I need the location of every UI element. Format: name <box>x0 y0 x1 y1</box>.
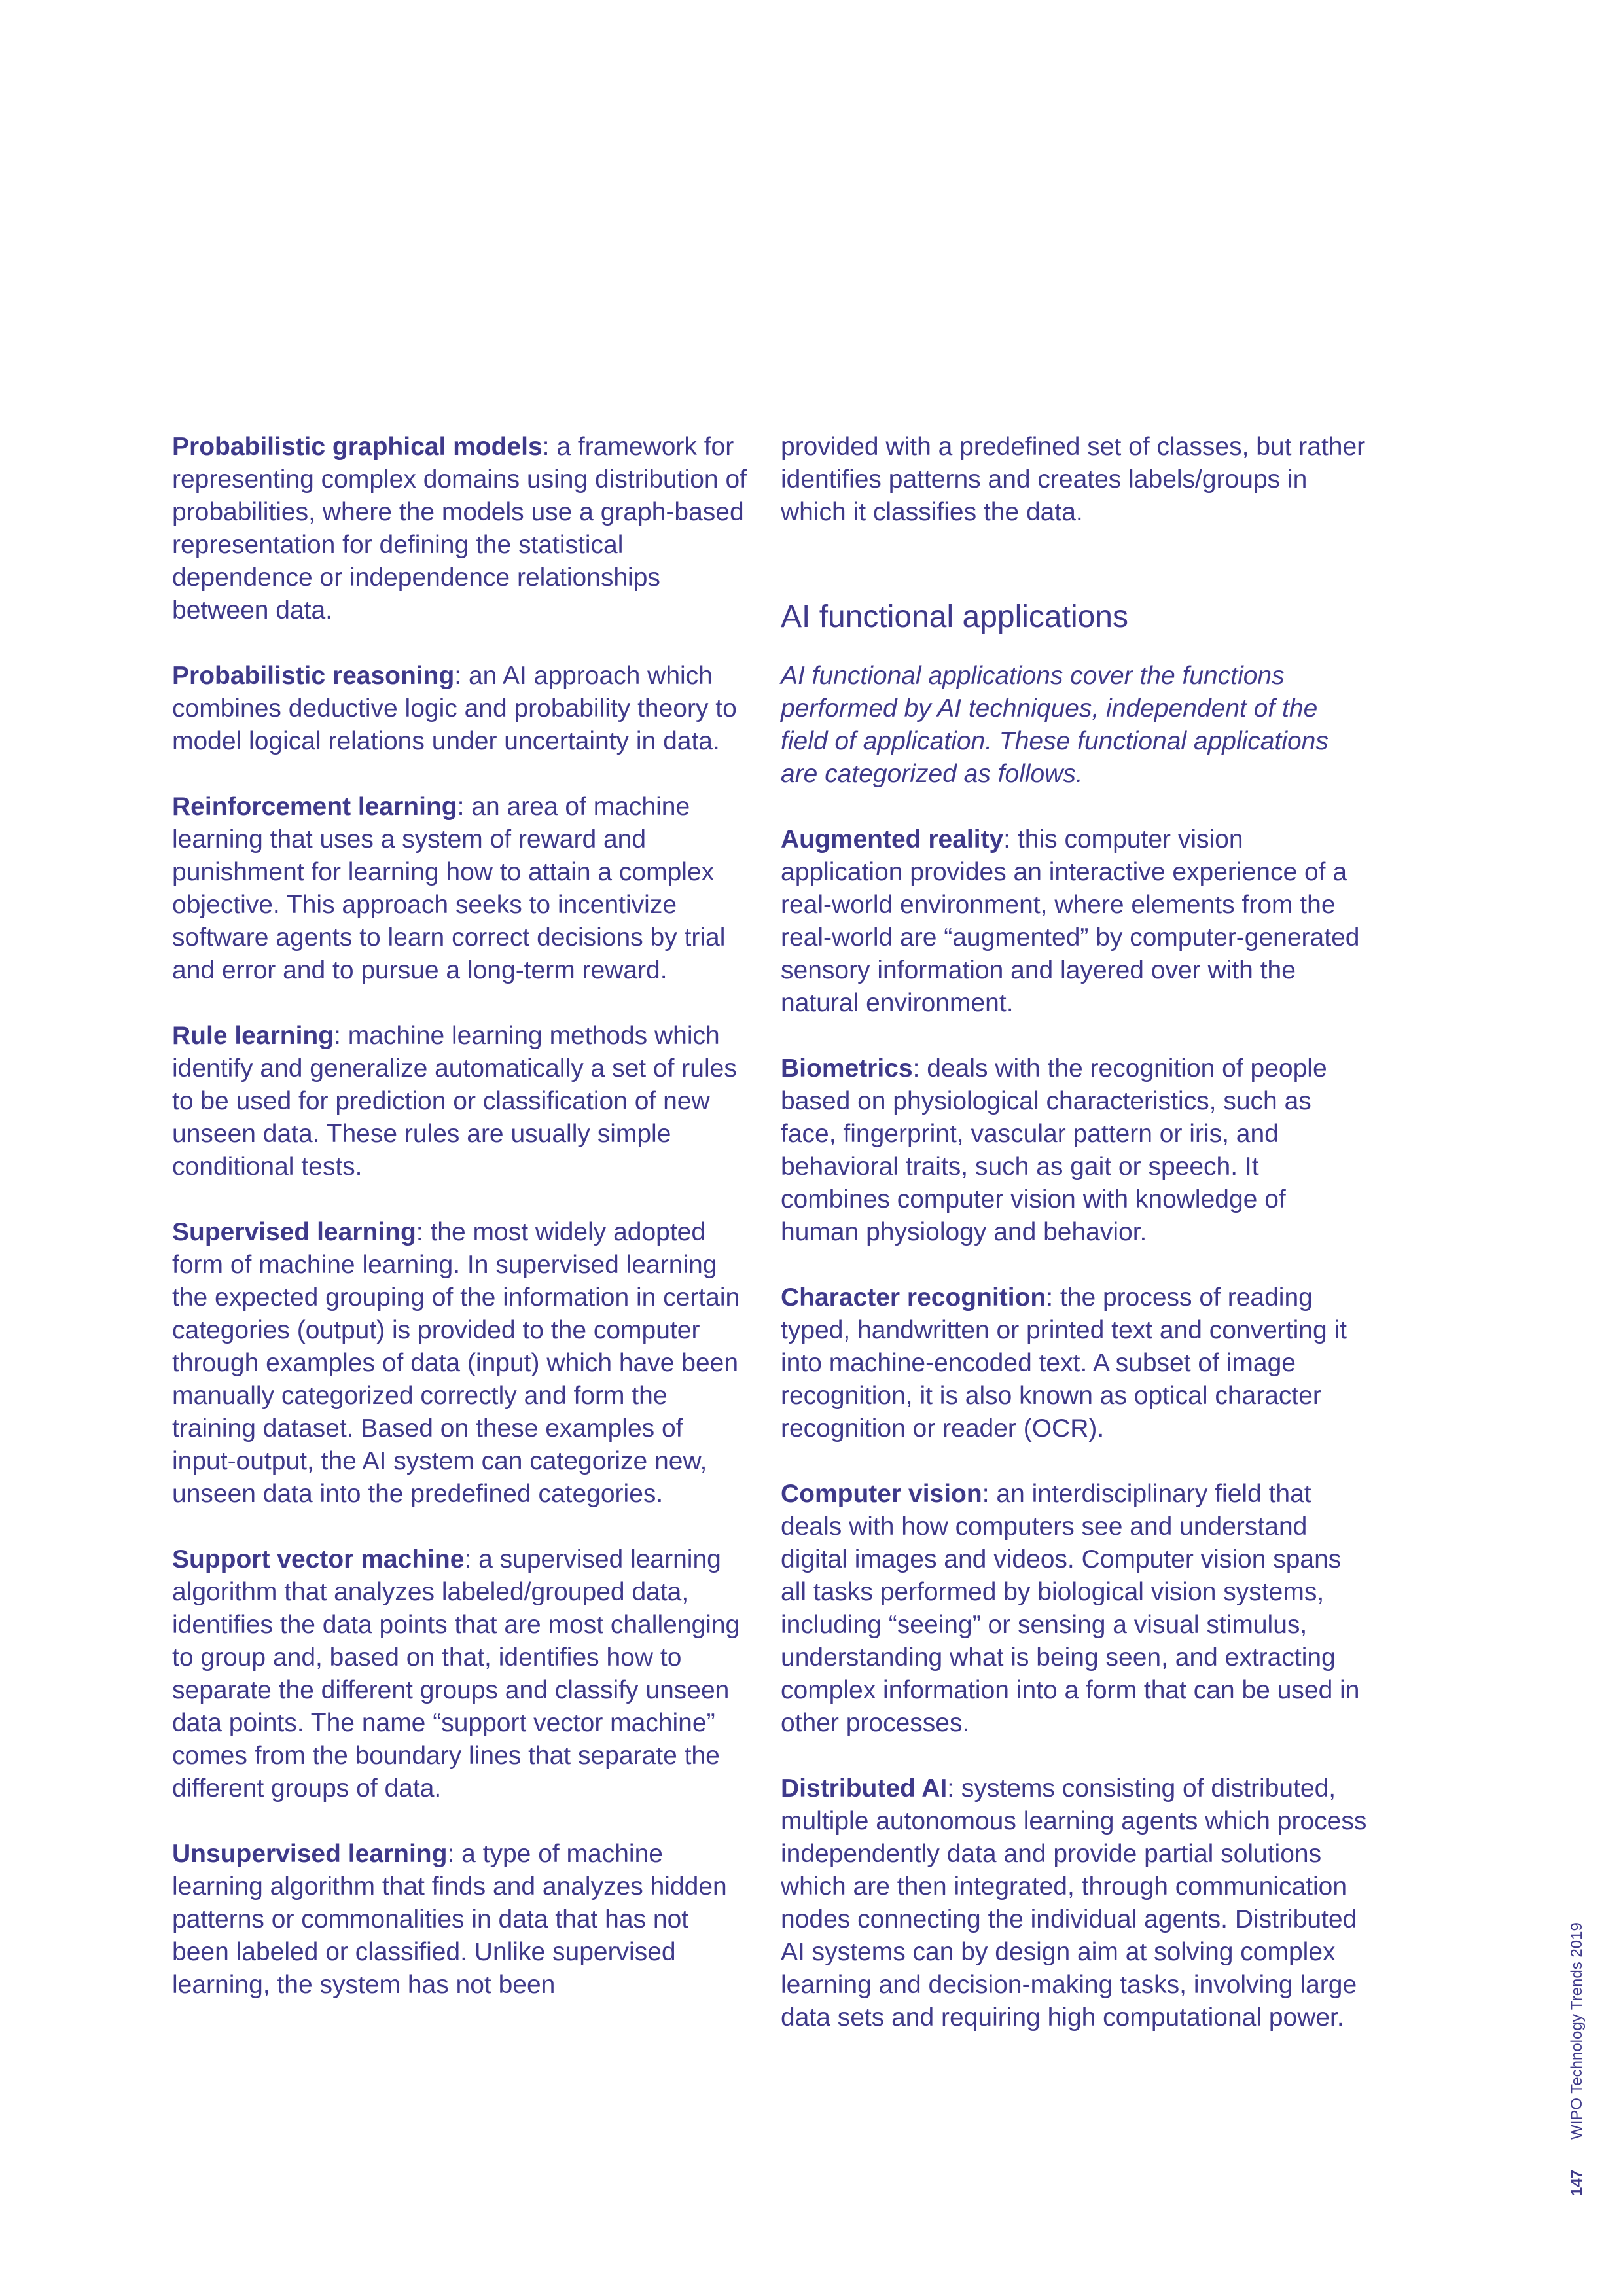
glossary-entry-supervised-learning <box>172 1216 748 1511</box>
glossary-definition: : a framework for representing complex domains using distribution of probabilities, where the models use a graph-based representation for defining the statistical dependence or independence relationships between data. <box>172 433 747 624</box>
glossary-term: Rule learning <box>172 1022 334 1050</box>
glossary-entry-augmented-reality <box>781 823 1370 1020</box>
glossary-definition: : this computer vision application provides an interactive experience of a real-world environment, where elements from the real-world are “augmented” by computer-generated sensory information and layered over with the natural environment. <box>781 825 1360 1017</box>
glossary-continuation: provided with a predefined set of classes, but rather identifies patterns and creates labels/groups in which it classifies the data. <box>781 433 1366 526</box>
glossary-term: Reinforcement learning <box>172 793 457 821</box>
glossary-term: Character recognition <box>781 1283 1046 1312</box>
glossary-definition: : a type of machine learning algorithm that finds and analyzes hidden patterns or commonalities in data that has not been labeled or classified. Unlike supervised learning, the system has not been <box>172 1840 727 1999</box>
glossary-entry-support-vector-machine <box>172 1543 748 1805</box>
glossary-entry-probabilistic-graphical-models <box>172 431 748 627</box>
glossary-term: Unsupervised learning <box>172 1840 448 1868</box>
glossary-term: Support vector machine <box>172 1545 465 1573</box>
glossary-entry-reinforcement-learning <box>172 791 748 987</box>
right-column <box>781 431 1370 2067</box>
glossary-definition: : an area of machine learning that uses a system of reward and punishment for learning how to attain a complex objective. This approach seeks to incentivize software agents to learn correct decisions by trial and error and to pursue a long-term reward. <box>172 793 726 984</box>
glossary-definition: : the most widely adopted form of machine learning. In supervised learning the expected grouping of the information in certain categories (output) is provided to the computer through examples of data (input) which have been manually categorized correctly and form the training dataset. Based on these examples of input-output, the AI system can categorize new, unseen data into the predefined categories. <box>172 1218 740 1508</box>
glossary-entry-computer-vision <box>781 1478 1370 1740</box>
left-column <box>172 431 748 2034</box>
glossary-term: Probabilistic graphical models <box>172 433 543 461</box>
glossary-definition: : deals with the recognition of people based on physiological characteristics, such as face, fingerprint, vascular pattern or iris, and behavioral traits, such as gait or speech. It combines computer vision with knowledge of human physiology and behavior. <box>781 1054 1327 1246</box>
glossary-term: Computer vision <box>781 1480 982 1508</box>
glossary-definition: : a supervised learning algorithm that analyzes labeled/grouped data, identifies the data points that are most challenging to group and, based on that, identifies how to separate the different groups and classify unseen data points. The name “support vector machine” comes from the boundary lines that separate the different groups of data. <box>172 1545 740 1803</box>
publication-title: WIPO Technology Trends 2019 <box>1568 1922 1586 2140</box>
glossary-entry-probabilistic-reasoning <box>172 660 748 758</box>
section-heading: AI functional applications <box>781 600 1128 634</box>
glossary-definition: : an AI approach which combines deductive logic and probability theory to model logical relations under uncertainty in data. <box>172 662 737 755</box>
glossary-entry-rule-learning <box>172 1020 748 1183</box>
glossary-definition: : the process of reading typed, handwritten or printed text and converting it into machine-encoded text. A subset of image recognition, it is also known as optical character recognition or reader (OCR). <box>781 1283 1347 1443</box>
glossary-entry-character-recognition <box>781 1282 1370 1445</box>
glossary-entry-biometrics <box>781 1052 1370 1249</box>
page-footer <box>1567 1922 1587 2196</box>
glossary-term: Augmented reality <box>781 825 1004 853</box>
glossary-entry-distributed-ai <box>781 1772 1370 2034</box>
glossary-definition: : an interdisciplinary field that deals with how computers see and understand digital images and videos. Computer vision spans all tasks performed by biological vision systems, including “seeing” or sensing a visual stimulus, understanding what is being seen, and extracting complex information into a form that can be used in other processes. <box>781 1480 1360 1737</box>
glossary-term: Biometrics <box>781 1054 913 1083</box>
glossary-term: Probabilistic reasoning <box>172 662 455 690</box>
page-number: 147 <box>1568 2169 1586 2196</box>
section-intro: AI functional applications cover the functions performed by AI techniques, independent of the field of application. These functional applications are categorized as follows. <box>781 662 1329 788</box>
glossary-definition: : machine learning methods which identify and generalize automatically a set of rules to be used for prediction or classification of new unseen data. These rules are usually simple conditional tests. <box>172 1022 737 1181</box>
glossary-term: Supervised learning <box>172 1218 416 1246</box>
glossary-definition: : systems consisting of distributed, multiple autonomous learning agents which process independently data and provide partial solutions which are then integrated, through communication nodes connecting the individual agents. Distributed AI systems can by design aim at solving complex learning and decision-making tasks, involving large data sets and requiring high computational power. <box>781 1774 1367 2032</box>
glossary-term: Distributed AI <box>781 1774 948 1803</box>
glossary-entry-unsupervised-learning <box>172 1838 748 2001</box>
